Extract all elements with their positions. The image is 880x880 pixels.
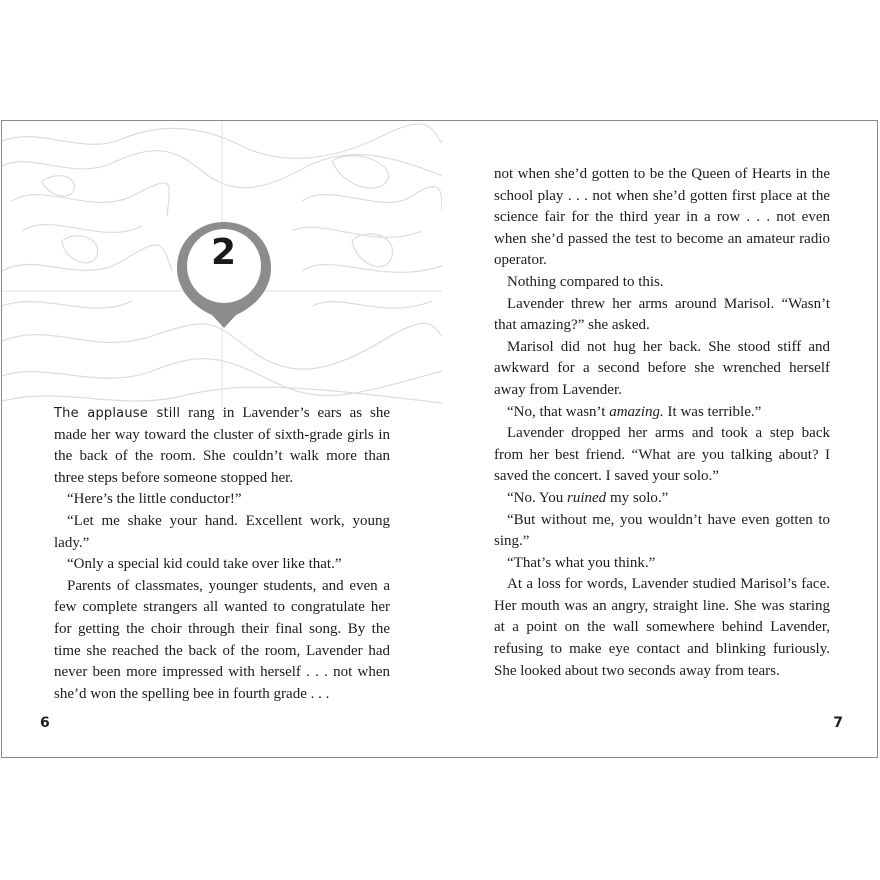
paragraph: “But without me, you wouldn’t have even gotten to sing.” [494, 511, 830, 550]
paragraph: Marisol did not hug her back. She stood stiff and awkward for a second before she wrenched herself away from Lavender. [494, 338, 830, 398]
paragraph: “Here’s the little conductor!” [67, 491, 242, 508]
paragraph: Lavender threw her arms around Marisol. “Wasn’t that amazing?” she asked. [494, 295, 830, 334]
paragraph: not when she’d gotten to be the Queen of Hearts in the school play . . . not when she’d gotten first place at the science fair for the third year in a row . . . not even when she’d passed the test to become an amateur radio operator. [494, 166, 830, 269]
left-page [2, 121, 442, 757]
right-page-text [494, 164, 830, 682]
paragraph: “No, that wasn’t amazing. It was terrible.” [507, 403, 762, 420]
emphasis: ruined [567, 489, 607, 506]
paragraph: “Let me shake your hand. Excellent work, young lady.” [54, 512, 390, 551]
paragraph: “That’s what you think.” [507, 554, 656, 571]
paragraph: Parents of classmates, younger students, and even a few complete strangers all wanted to congratulate her for getting the choir through their final song. By the time she reached the back of the room, Lavender had never been more impressed with herself . . . not when she’d won the spelling bee in fourth grade . . . [54, 577, 390, 702]
page-number-right: 7 [833, 715, 843, 731]
emphasis: amazing. [609, 403, 664, 420]
lead-in: The applause still [54, 406, 181, 421]
paragraph: Nothing compared to this. [507, 273, 664, 290]
paragraph: “No. You ruined my solo.” [507, 489, 669, 506]
chapter-number: 2 [210, 232, 238, 273]
paragraph: Lavender dropped her arms and took a step back from her best friend. “What are you talking about? I saved the concert. I saved your solo.” [494, 425, 830, 485]
opening-paragraph: The applause still rang in Lavender’s ears as she made her way toward the cluster of sixth-grade girls in the back of the room. She couldn’t walk more than three steps before someone stopped her. [54, 405, 391, 486]
paragraph: At a loss for words, Lavender studied Marisol’s face. Her mouth was an angry, straight line. She was staring at a point on the wall somewhere behind Lavender, refusing to make eye contact and blinking furiously. She looked about two seconds away from tears. [494, 576, 830, 679]
book-spread [1, 120, 878, 758]
left-page-text [54, 403, 390, 705]
paragraph: “Only a special kid could take over like that.” [67, 556, 342, 573]
page-number-left: 6 [40, 715, 50, 731]
right-page [442, 121, 879, 757]
